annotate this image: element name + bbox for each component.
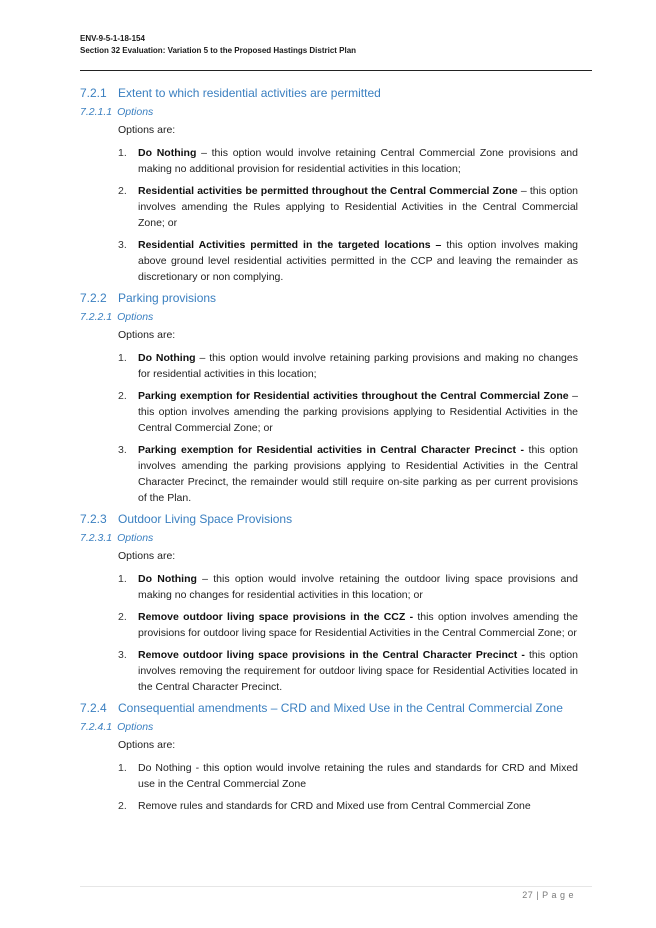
item-text: Remove rules and standards for CRD and Mixed use from Central Commercial Zone [138, 800, 531, 812]
item-bold: Residential Activities permitted in the targeted locations – [138, 239, 442, 251]
section-number: 7.2.1 [80, 86, 107, 100]
options-intro: Options are: [118, 329, 176, 341]
item-bold: Remove outdoor living space provisions in the Central Character Precinct - [138, 649, 525, 661]
item-bold: Residential activities be permitted throughout the Central Commercial Zone [138, 185, 518, 197]
options-intro: Options are: [118, 124, 176, 136]
subsection-number: 7.2.2.1 [80, 311, 113, 323]
footer-divider [80, 886, 592, 887]
item-number: 1. [118, 147, 127, 159]
item-number: 2. [118, 185, 127, 197]
section-number: 7.2.2 [80, 291, 107, 305]
item-text: – this option would involve retaining Central Commercial Zone provisions and making no additional provision for residential activities in this location; [138, 147, 578, 175]
section-heading [80, 86, 578, 103]
item-bold: Parking exemption for Residential activities throughout the Central Commercial Zone [138, 390, 569, 402]
list-item [118, 350, 578, 382]
item-number: 3. [118, 239, 127, 251]
item-bold: Remove outdoor living space provisions in the CCZ - [138, 611, 414, 623]
item-number: 2. [118, 800, 127, 812]
item-text: this option involves making above ground level residential activities permitted in the CCP and leaving the remainder as discretionary or non complying. [138, 239, 579, 283]
subsection-title: Options [117, 311, 154, 323]
options-intro: Options are: [118, 739, 176, 751]
list-item [118, 237, 578, 285]
options-intro: Options are: [118, 550, 176, 562]
item-number: 2. [118, 390, 127, 402]
item-number: 3. [118, 649, 127, 661]
section-heading [80, 512, 578, 529]
subsection-number: 7.2.1.1 [80, 106, 113, 118]
item-text: this option involves removing the requirement for outdoor living space for Residential Activities located in the Central Character Precinct. [138, 649, 578, 693]
options-list [118, 571, 578, 695]
header-divider [80, 70, 592, 71]
item-number: 2. [118, 611, 127, 623]
subsection-title: Options [117, 532, 154, 544]
list-item [118, 571, 578, 603]
list-item [118, 145, 578, 177]
subsection-heading [80, 532, 578, 546]
section-extent-residential [80, 86, 578, 285]
item-bold: Do Nothing [138, 573, 197, 585]
item-number: 3. [118, 444, 127, 456]
list-item [118, 609, 578, 641]
list-item [118, 388, 578, 436]
item-number: 1. [118, 352, 127, 364]
options-list [118, 145, 578, 285]
document-id: ENV-9-5-1-18-154 [80, 34, 145, 43]
item-text: – this option involves amending the parking provisions applying to Residential Activities in the Central Commercial Zone; or [138, 390, 579, 434]
section-title: Parking provisions [118, 291, 217, 305]
subsection-title: Options [117, 106, 154, 118]
item-text: – this option would involve retaining parking provisions and making no changes for residential activities in this location; [138, 352, 578, 380]
section-consequential-amendments [80, 701, 578, 814]
subsection-number: 7.2.3.1 [80, 532, 113, 544]
section-heading [80, 291, 578, 308]
options-list [118, 350, 578, 506]
section-number: 7.2.3 [80, 512, 107, 526]
page-number: 27 | P a g e [522, 890, 574, 900]
section-heading [80, 701, 578, 718]
item-text: this option involves amending the provisions for outdoor living space for Residential Activities in the Central Commercial Zone; or [138, 611, 578, 639]
subsection-title: Options [117, 721, 154, 733]
subsection-heading [80, 311, 578, 325]
subsection-number: 7.2.4.1 [80, 721, 113, 733]
list-item [118, 647, 578, 695]
section-outdoor-living [80, 512, 578, 695]
subsection-heading [80, 721, 578, 735]
item-number: 1. [118, 762, 127, 774]
options-list [118, 760, 578, 814]
section-title: Consequential amendments – CRD and Mixed Use in the Central Commercial Zone [118, 701, 563, 715]
item-text: – this option would involve retaining the outdoor living space provisions and making no changes for residential activities in this location; or [138, 573, 578, 601]
section-title: Outdoor Living Space Provisions [118, 512, 293, 526]
item-text: – this option involves amending the Rules applying to Residential Activities in the Central Commercial Zone; or [138, 185, 579, 229]
item-text: Do Nothing - this option would involve retaining the rules and standards for CRD and Mixed use in the Central Commercial Zone [138, 762, 578, 790]
list-item [118, 798, 578, 814]
item-bold: Do Nothing [138, 352, 196, 364]
item-bold: Parking exemption for Residential activities in Central Character Precinct - [138, 444, 525, 456]
item-number: 1. [118, 573, 127, 585]
section-title: Extent to which residential activities are permitted [118, 86, 381, 100]
list-item [118, 442, 578, 506]
subsection-heading [80, 106, 578, 120]
list-item [118, 183, 578, 231]
item-bold: Do Nothing [138, 147, 197, 159]
section-parking-provisions [80, 291, 578, 506]
section-number: 7.2.4 [80, 701, 107, 715]
list-item [118, 760, 578, 792]
page-header [80, 33, 356, 57]
document-subtitle: Section 32 Evaluation: Variation 5 to the Proposed Hastings District Plan [80, 46, 357, 55]
item-text: this option involves amending the parking provisions applying to Residential Activities in the Central Character Precinct, the remainder would still require on-site parking as per current provisions of the Plan. [138, 444, 578, 504]
document-body [80, 86, 578, 820]
